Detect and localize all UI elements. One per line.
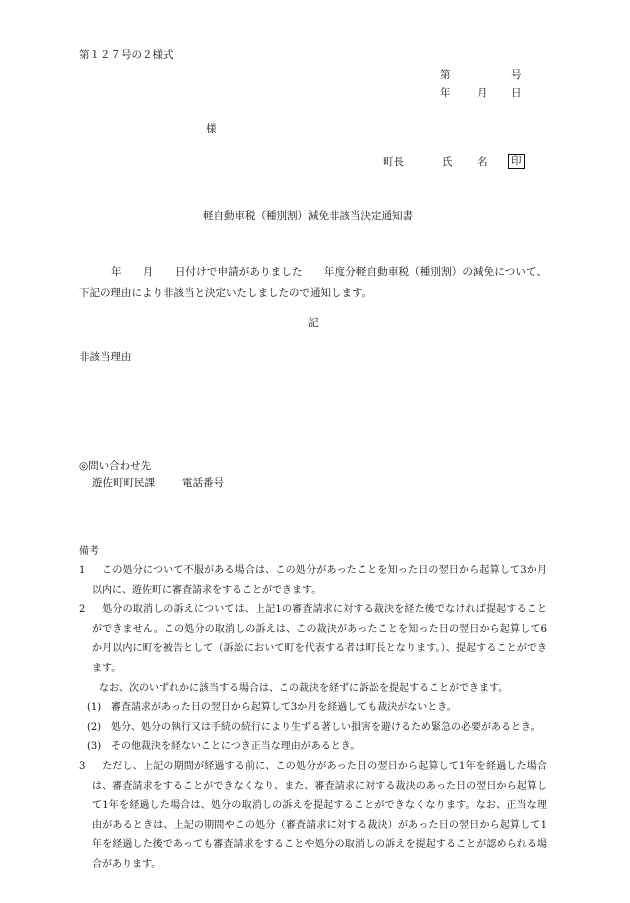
sender-name-label-2: 名 bbox=[477, 156, 488, 168]
note-text: ただし、上記の期間が経過する前に、この処分があった日の翌日から起算して1年を経過した場合は、審査請求をすることができなくなり、また、審査請求に対する裁決のあった日の翌日から起算して1年を経過した場合は、処分の取消しの訴えを提起することができなくなります。なお、正当な理由があるときは、上記の期間やこの処分（審査請求に対する裁決）があった日の翌日から起算して1年を経過した後であっても審査請求をすることや処分の取消しの訴えを提起することが認められる場合があります。 bbox=[92, 760, 547, 870]
number-label: 第 bbox=[440, 69, 451, 81]
number-suffix: 号 bbox=[511, 69, 522, 81]
note-item-3 bbox=[79, 757, 547, 875]
note-number: 2 bbox=[79, 604, 86, 616]
date-year: 年 bbox=[440, 87, 451, 99]
note-text: 処分の取消しの訴えについては、上記1の審査請求に対する裁決を経た後でなければ提起することができません。この処分の取消しの訴えは、この裁決があったことを知った日の翌日から起算して6か月以内に町を被告として（訴訟において町を代表する者は町長となります。）、提起することができます。 bbox=[92, 604, 547, 674]
addressee-suffix: 様 bbox=[206, 123, 217, 135]
document-title: 軽自動車税（種別割）減免非該当決定通知書 bbox=[203, 210, 413, 222]
notes-list bbox=[79, 561, 547, 875]
note-item-2 bbox=[79, 600, 547, 678]
sender-title: 町長 bbox=[383, 156, 404, 168]
sub-item-text: その他裁決を経ないことにつき正当な理由があるとき。 bbox=[111, 741, 361, 753]
sub-item-text: 審査請求があった日の翌日から起算して3か月を経過しても裁決がないとき。 bbox=[111, 702, 457, 714]
note-number: 1 bbox=[79, 565, 86, 576]
body-paragraph: 年 月 日付けで申請がありました 年度分軽自動車税（種別割）の減免について、下記の理由により非該当と決定いたしましたので通知します。 bbox=[79, 266, 547, 299]
contact-department: 遊佐町町民課 bbox=[92, 477, 155, 489]
note-2-sub-item bbox=[79, 737, 547, 757]
seal-mark: 印 bbox=[508, 154, 525, 169]
sub-item-number: (1) bbox=[87, 702, 102, 714]
sender-name-label-1: 氏 bbox=[442, 156, 453, 168]
note-2-sub-item bbox=[79, 698, 547, 718]
ki-label: 記 bbox=[308, 317, 319, 329]
sub-item-number: (3) bbox=[87, 741, 102, 753]
date-day: 日 bbox=[511, 87, 522, 99]
contact-heading: ◎問い合わせ先 bbox=[79, 460, 152, 472]
notes-heading: 備考 bbox=[79, 546, 99, 557]
form-number: 第１２７号の２様式 bbox=[79, 49, 174, 61]
contact-phone-label: 電話番号 bbox=[182, 477, 224, 489]
date-month: 月 bbox=[477, 87, 488, 99]
note-number: 3 bbox=[79, 760, 86, 772]
sub-item-text: 処分、処分の執行又は手続の続行により生ずる著しい損害を避けるため緊急の必要があるとき。 bbox=[111, 721, 541, 733]
sub-item-number: (2) bbox=[87, 721, 102, 733]
note-text: この処分について不服がある場合は、この処分があったことを知った日の翌日から起算して3か月以内に、遊佐町に審査請求をすることができます。 bbox=[92, 565, 547, 596]
note-2-sub-item bbox=[79, 718, 547, 738]
note-2-sub-intro: なお、次のいずれかに該当する場合は、この裁決を経ずに訴訟を提起することができます。 bbox=[99, 682, 509, 694]
reason-label: 非該当理由 bbox=[79, 351, 132, 363]
note-item-1 bbox=[79, 561, 547, 600]
